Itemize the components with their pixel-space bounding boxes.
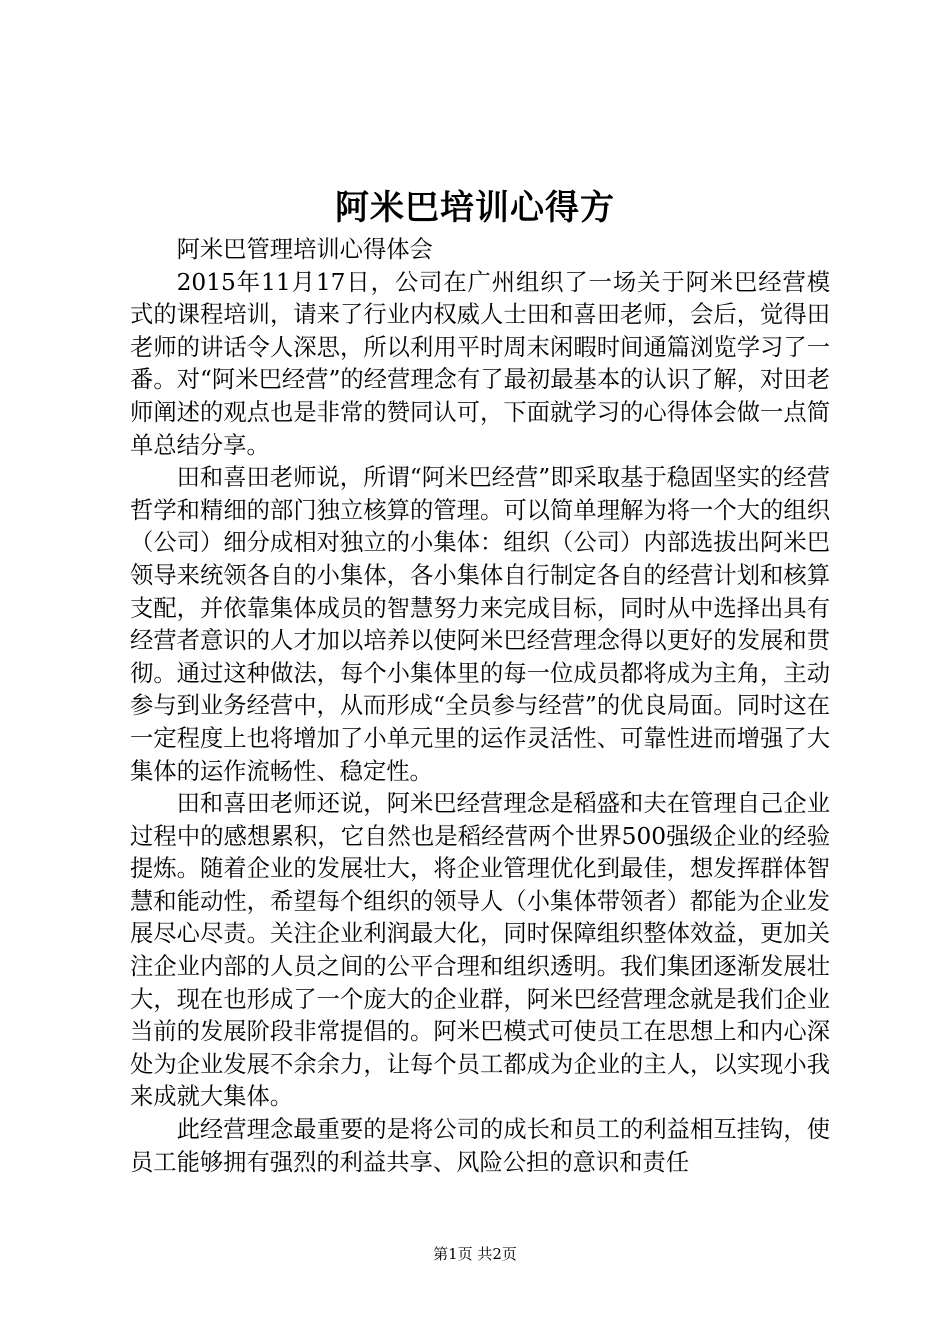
paragraph-1: 2015年11月17日，公司在广州组织了一场关于阿米巴经营模式的课程培训，请来了行业内权威人士田和喜田老师，会后，觉得田老师的讲话令人深思，所以利用平时周末闲暇时间通篇浏览学习了一番。对“阿米巴经营”的经营理念有了最初最基本的认识了解，对田老师阐述的观点也是非常的赞同认可，下面就学习的心得体会做一点简单总结分享。 [130,268,830,459]
page-title: 阿米巴培训心得方 [335,188,615,228]
paragraph-3: 田和喜田老师还说，阿米巴经营理念是稻盛和夫在管理自己企业过程中的感想累积，它自然也是稻经营两个世界500强级企业的经验提炼。随着企业的发展壮大，将企业管理优化到最佳，想发挥群体智慧和能动性，希望每个组织的领导人（小集体带领者）都能为企业发展尽心尽责。关注企业利润最大化，同时保障组织整体效益，更加关注企业内部的人员之间的公平合理和组织透明。我们集团逐渐发展壮大，现在也形成了一个庞大的企业群，阿米巴经营理念就是我们企业当前的发展阶段非常提倡的。阿米巴模式可使员工在思想上和内心深处为企业发展不余余力，让每个员工都成为企业的主人，以实现小我来成就大集体。 [130,790,830,1111]
page-footer: 第1页 共2页 [433,1245,517,1263]
document-body [130,234,830,1179]
paragraph-4: 此经营理念最重要的是将公司的成长和员工的利益相互挂钩，使员工能够拥有强烈的利益共享、风险公担的意识和责任 [130,1116,830,1176]
paragraph-2: 田和喜田老师说，所谓“阿米巴经营”即采取基于稳固坚实的经营哲学和精细的部门独立核算的管理。可以简单理解为将一个大的组织（公司）细分成相对独立的小集体：组织（公司）内部选拔出阿米巴领导来统领各自的小集体，各小集体自行制定各自的经营计划和核算支配，并依靠集体成员的智慧努力来完成目标，同时从中选择出具有经营者意识的人才加以培养以使阿米巴经营理念得以更好的发展和贯彻。通过这种做法，每个小集体里的每一位成员都将成为主角，主动参与到业务经营中，从而形成“全员参与经营”的优良局面。同时这在一定程度上也将增加了小单元里的运作灵活性、可靠性进而增强了大集体的运作流畅性、稳定性。 [130,464,830,785]
document-subtitle: 阿米巴管理培训心得体会 [176,236,433,263]
